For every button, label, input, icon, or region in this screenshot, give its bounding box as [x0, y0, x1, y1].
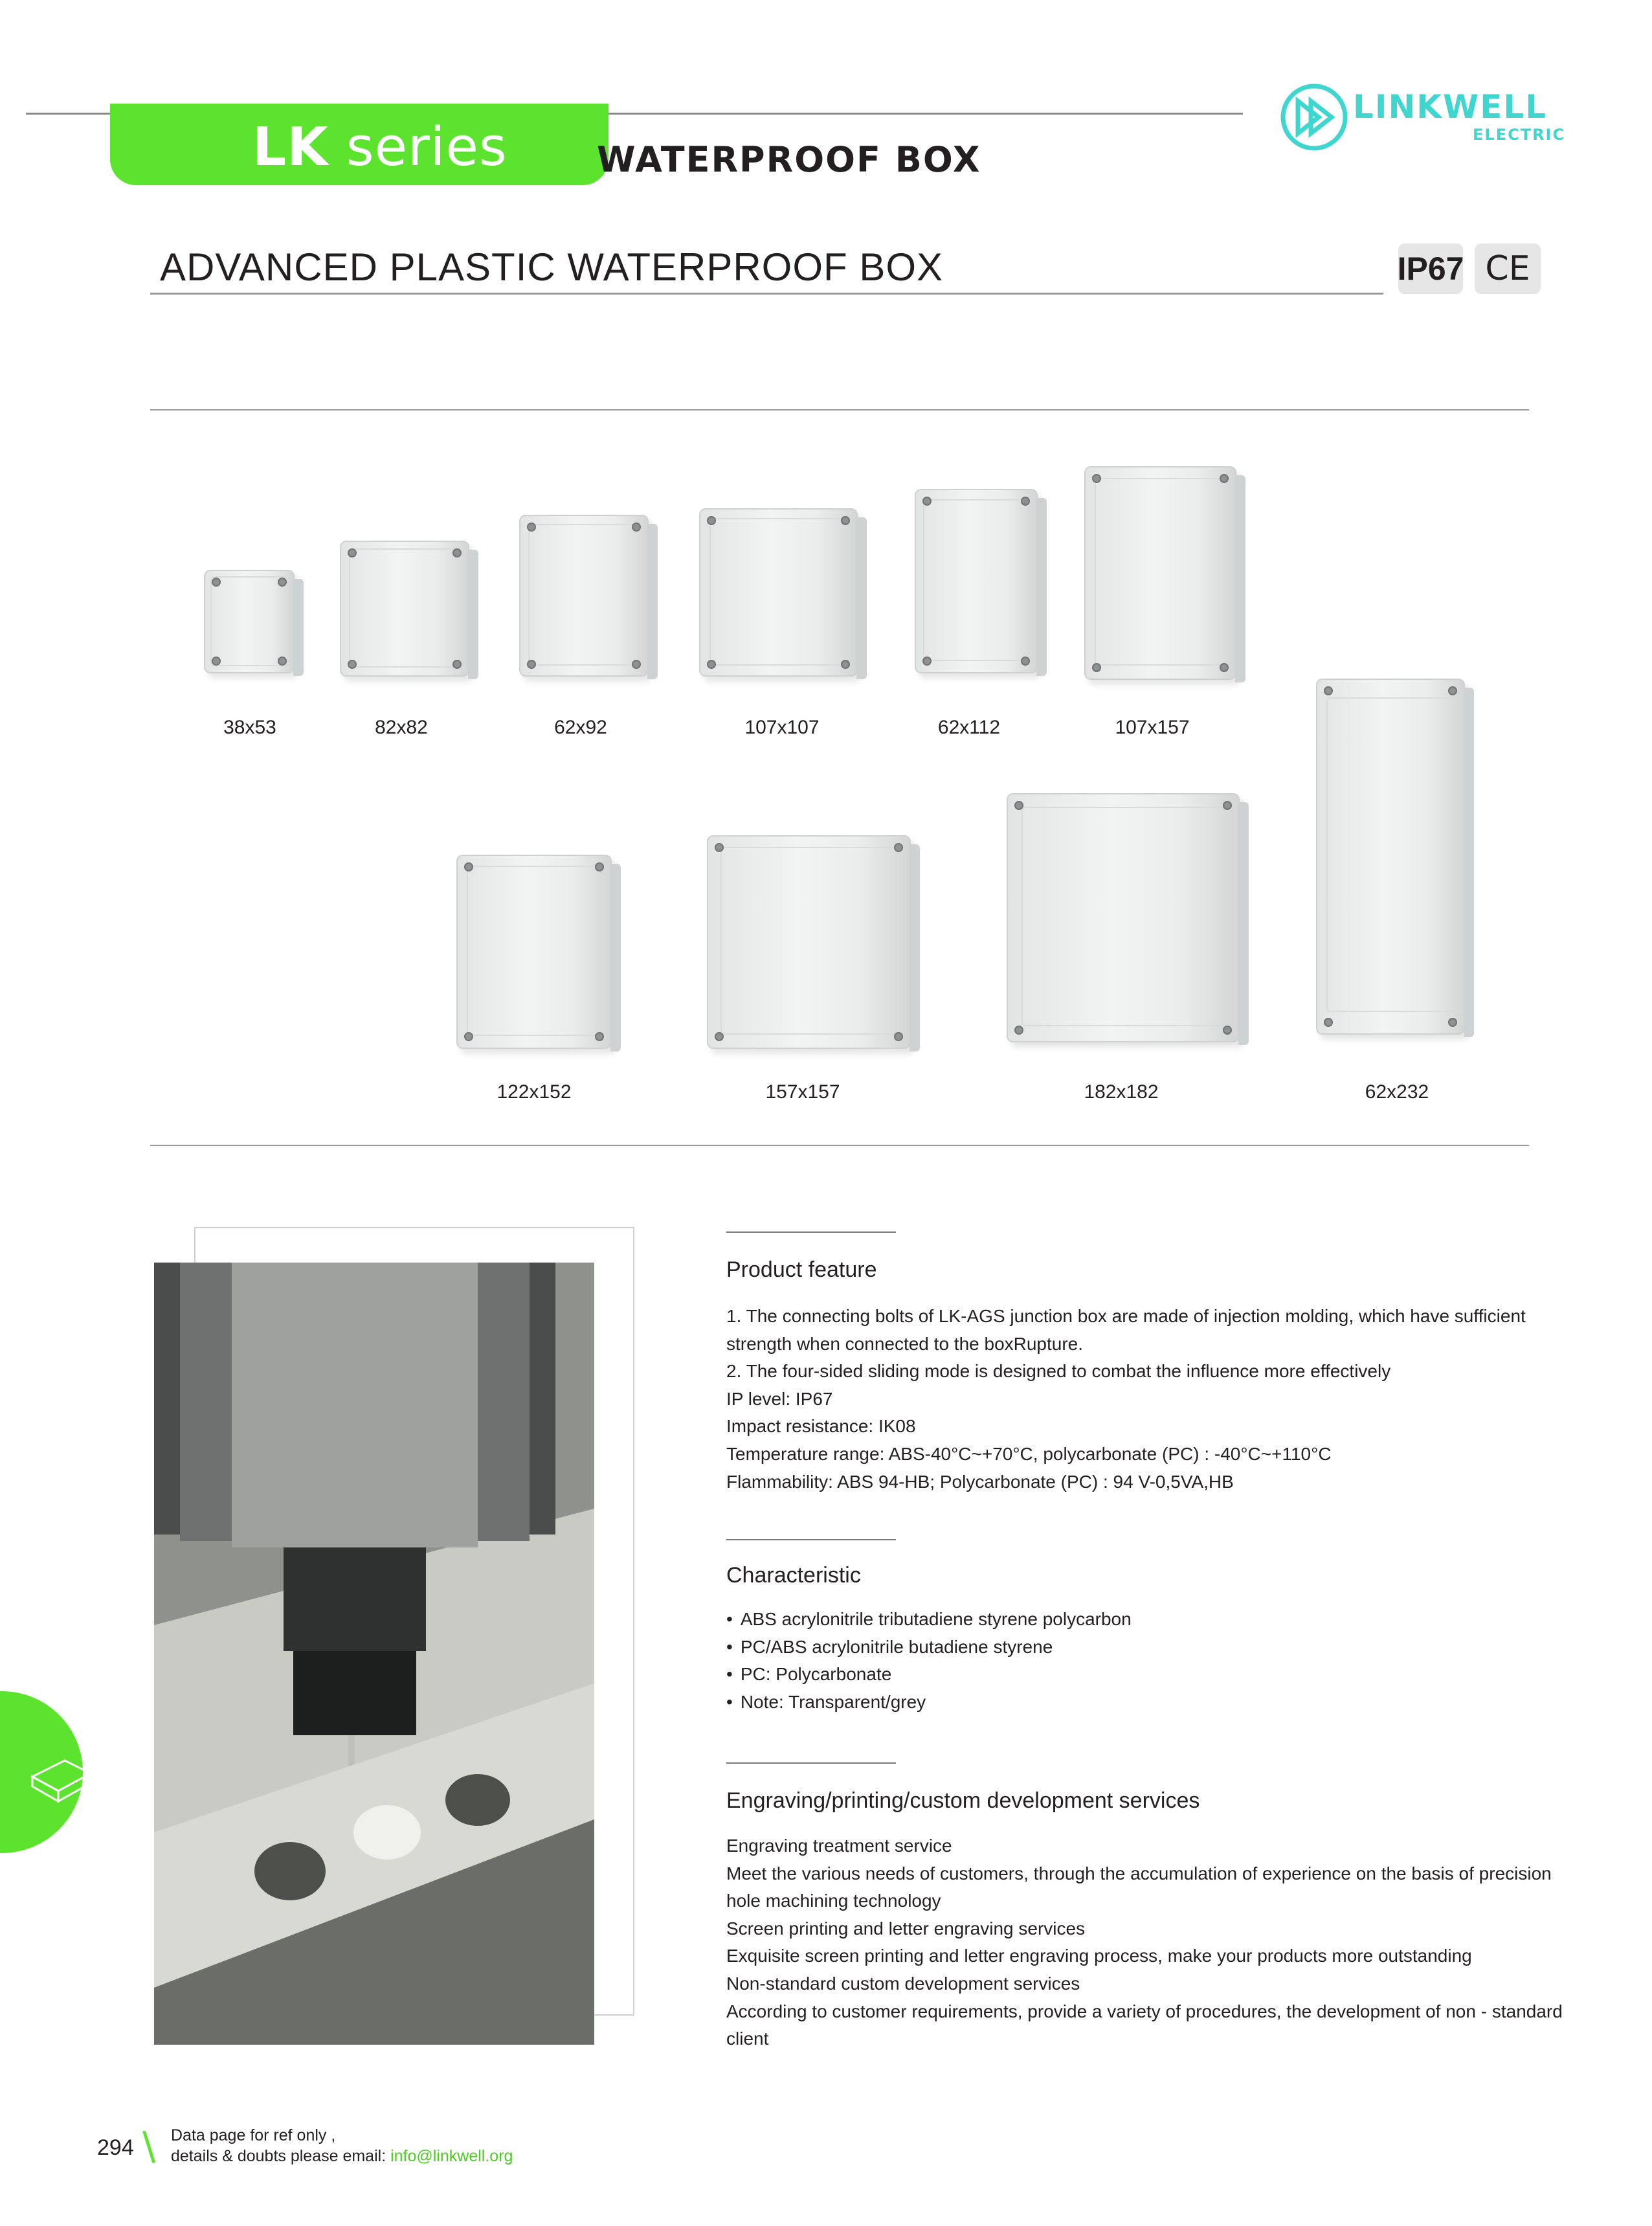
title-rule — [150, 293, 1383, 295]
feature-line: IP level: IP67 — [726, 1388, 833, 1409]
size-label: 62x112 — [937, 717, 1001, 738]
brand-name: LINKWELL — [1353, 88, 1548, 126]
services-text — [726, 1832, 1587, 2053]
footer-line1: Data page for ref only , — [171, 2126, 336, 2144]
service-line: According to customer requirements, provide a variety of procedures, the development of non - standard — [726, 2001, 1563, 2021]
gallery-top-rule — [150, 409, 1529, 410]
size-label: 157x157 — [765, 1081, 840, 1103]
box-62x232 — [1316, 679, 1465, 1035]
section-label: WATERPROOF BOX — [597, 139, 981, 180]
box-107x157 — [1084, 466, 1236, 680]
service-line: Screen printing and letter engraving services — [726, 1918, 1086, 1939]
list-item: • PC/ABS acrylonitrile butadiene styrene — [726, 1634, 1132, 1661]
list-item: • Note: Transparent/grey — [726, 1689, 1132, 1716]
feature-line: Flammability: ABS 94-HB; Polycarbonate (PC) : 94 V-0,5VA,HB — [726, 1471, 1234, 1492]
cnc-machine-illustration — [154, 1263, 594, 2045]
gallery-bottom-rule — [150, 1145, 1529, 1146]
size-label: 122x152 — [497, 1081, 572, 1103]
brand-sub: ELECTRIC — [1473, 126, 1566, 144]
box-82x82 — [340, 541, 469, 677]
linkwell-logo-icon — [1278, 82, 1350, 153]
feature-line: Impact resistance: IK08 — [726, 1416, 916, 1437]
ip-rating-badge: IP67 — [1398, 243, 1463, 294]
service-line: Non-standard custom development services — [726, 1973, 1080, 1994]
characteristic-list — [726, 1606, 1132, 1716]
box-62x112 — [915, 489, 1038, 673]
size-label: 107x157 — [1115, 717, 1190, 738]
service-line: hole machining technology — [726, 1891, 941, 1911]
service-line: Exquisite screen printing and letter engraving process, make your products more outstanding — [726, 1946, 1472, 1966]
page-number: 294 — [97, 2135, 134, 2160]
footer-note — [171, 2125, 513, 2166]
characteristic-heading: Characteristic — [726, 1563, 861, 1588]
product-feature-text — [726, 1303, 1587, 1496]
feature-line: strength when connected to the boxRupture. — [726, 1333, 1084, 1354]
size-label: 62x92 — [554, 717, 607, 738]
box-122x152 — [456, 855, 612, 1049]
size-label: 107x107 — [744, 717, 820, 738]
footer-line2: details & doubts please email: info@linkwell.org — [171, 2147, 513, 2165]
footer-email-link[interactable]: info@linkwell.org — [390, 2147, 513, 2165]
size-label: 182x182 — [1084, 1081, 1159, 1103]
cnc-drilling-photo — [154, 1263, 594, 2045]
brand-logo — [1278, 79, 1566, 157]
box-157x157 — [707, 835, 911, 1049]
size-label: 38x53 — [223, 717, 276, 738]
characteristic-rule — [726, 1539, 896, 1540]
series-title: LK series — [252, 117, 508, 178]
product-feature-heading: Product feature — [726, 1257, 877, 1282]
page-title: ADVANCED PLASTIC WATERPROOF BOX — [160, 245, 944, 289]
box-107x107 — [699, 508, 858, 677]
feature-rule — [726, 1231, 896, 1233]
services-rule — [726, 1762, 896, 1764]
services-heading: Engraving/printing/custom development services — [726, 1788, 1200, 1813]
side-category-tab — [0, 1691, 83, 1853]
feature-line: 2. The four-sided sliding mode is designed to combat the influence more effectively — [726, 1361, 1391, 1382]
service-line: client — [726, 2029, 769, 2049]
box-62x92 — [519, 515, 649, 677]
footer-slash: \ — [142, 2124, 156, 2169]
ce-mark-badge: CE — [1475, 243, 1541, 294]
feature-line: 1. The connecting bolts of LK-AGS junction box are made of injection molding, which have sufficient — [726, 1306, 1526, 1326]
service-line: Engraving treatment service — [726, 1836, 952, 1856]
list-item: • ABS acrylonitrile tributadiene styrene polycarbon — [726, 1606, 1132, 1634]
box-38x53 — [204, 570, 295, 673]
list-item: • PC: Polycarbonate — [726, 1661, 1132, 1689]
box-icon — [26, 1751, 97, 1809]
size-label: 62x232 — [1365, 1081, 1429, 1103]
size-label: 82x82 — [375, 717, 428, 738]
service-line: Meet the various needs of customers, through the accumulation of experience on the basis of precision — [726, 1863, 1552, 1883]
box-182x182 — [1007, 793, 1240, 1042]
feature-line: Temperature range: ABS-40°C~+70°C, polycarbonate (PC) : -40°C~+110°C — [726, 1443, 1332, 1464]
